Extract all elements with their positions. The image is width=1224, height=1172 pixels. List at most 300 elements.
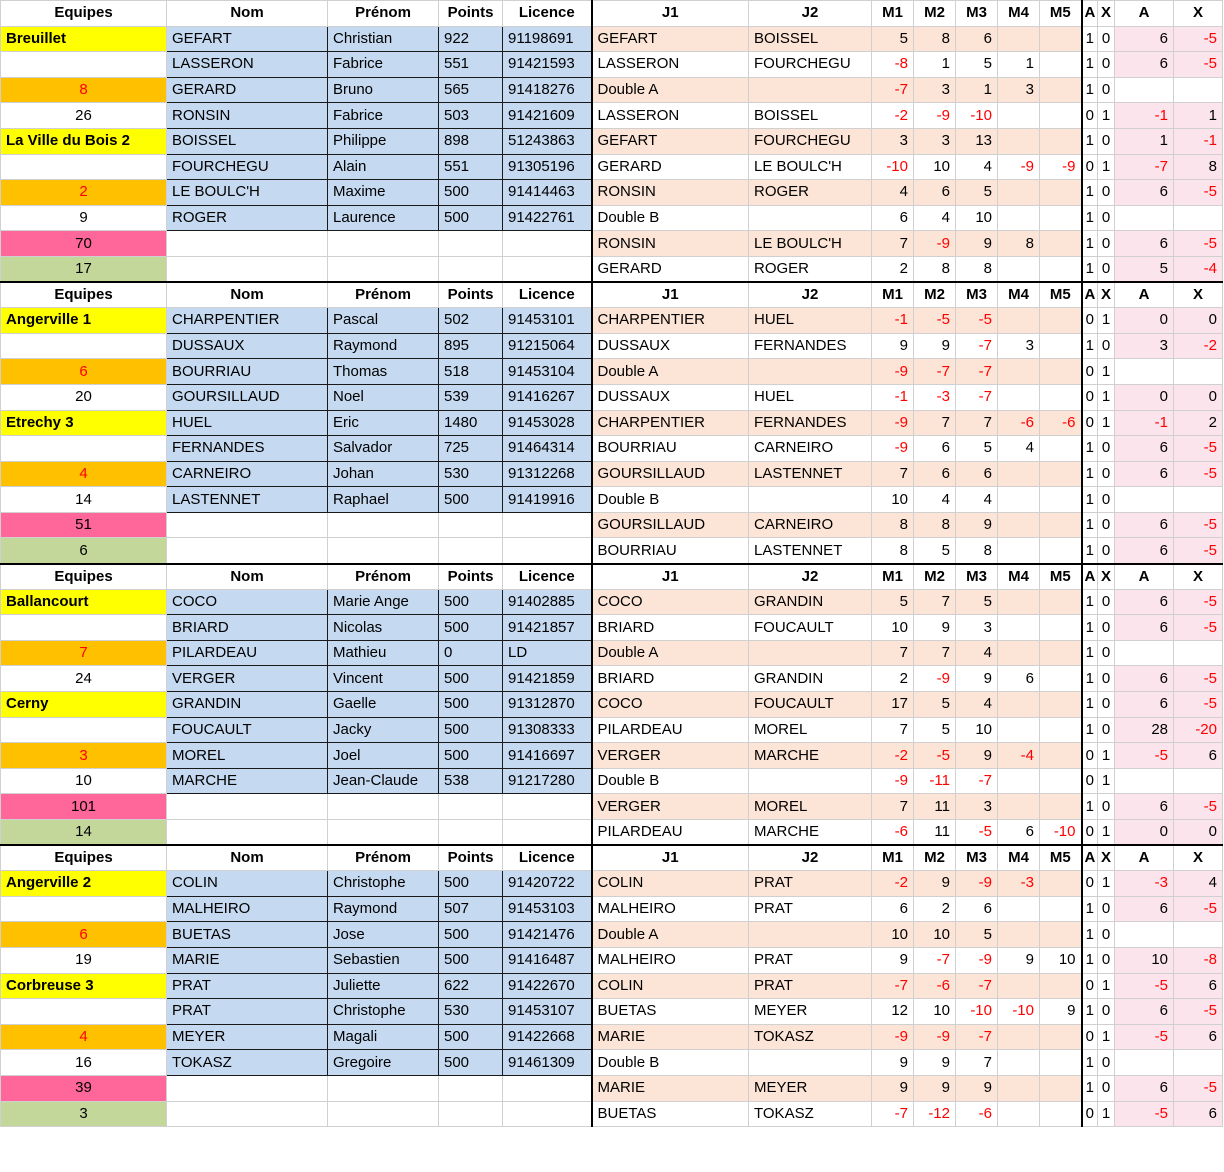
- licence-cell[interactable]: 91416697: [503, 743, 592, 769]
- total-a-cell[interactable]: 6: [1115, 794, 1174, 820]
- team-cell[interactable]: 39: [1, 1075, 167, 1101]
- win-a-cell[interactable]: 1: [1082, 538, 1098, 564]
- nom-cell[interactable]: FOURCHEGU: [167, 154, 328, 180]
- set-score-m1[interactable]: -9: [872, 768, 914, 794]
- prenom-cell[interactable]: Raymond: [328, 896, 439, 922]
- licence-cell[interactable]: 91453028: [503, 410, 592, 436]
- set-score-m3[interactable]: -7: [956, 768, 998, 794]
- set-score-m4[interactable]: [998, 794, 1040, 820]
- total-x-cell[interactable]: 8: [1174, 154, 1223, 180]
- j2-cell[interactable]: [749, 1050, 872, 1076]
- j1-cell[interactable]: Double A: [592, 922, 749, 948]
- set-score-m5[interactable]: [1040, 538, 1082, 564]
- win-a-cell[interactable]: 0: [1082, 820, 1098, 846]
- set-score-m5[interactable]: -9: [1040, 154, 1082, 180]
- licence-cell[interactable]: 91215064: [503, 333, 592, 359]
- win-x-cell[interactable]: 0: [1098, 717, 1115, 743]
- set-score-m5[interactable]: [1040, 128, 1082, 154]
- total-x-cell[interactable]: -5: [1174, 180, 1223, 206]
- j2-cell[interactable]: MEYER: [749, 999, 872, 1025]
- points-cell[interactable]: 1480: [439, 410, 503, 436]
- set-score-m1[interactable]: -2: [872, 103, 914, 129]
- win-x-cell[interactable]: 0: [1098, 26, 1115, 52]
- j1-cell[interactable]: BOURRIAU: [592, 538, 749, 564]
- total-x-cell[interactable]: 1: [1174, 103, 1223, 129]
- prenom-cell[interactable]: Christophe: [328, 999, 439, 1025]
- set-score-m5[interactable]: [1040, 487, 1082, 513]
- set-score-m5[interactable]: 10: [1040, 947, 1082, 973]
- team-cell[interactable]: La Ville du Bois 2: [1, 128, 167, 154]
- set-score-m5[interactable]: [1040, 180, 1082, 206]
- prenom-cell[interactable]: Fabrice: [328, 103, 439, 129]
- win-a-cell[interactable]: 0: [1082, 1024, 1098, 1050]
- set-score-m4[interactable]: -10: [998, 999, 1040, 1025]
- set-score-m4[interactable]: -9: [998, 154, 1040, 180]
- win-x-cell[interactable]: 0: [1098, 589, 1115, 615]
- win-a-cell[interactable]: 1: [1082, 1050, 1098, 1076]
- points-cell[interactable]: [439, 512, 503, 538]
- team-cell[interactable]: Ballancourt: [1, 589, 167, 615]
- total-a-cell[interactable]: 6: [1115, 692, 1174, 718]
- set-score-m4[interactable]: [998, 256, 1040, 282]
- points-cell[interactable]: 500: [439, 871, 503, 897]
- set-score-m5[interactable]: [1040, 768, 1082, 794]
- set-score-m5[interactable]: [1040, 1050, 1082, 1076]
- win-a-cell[interactable]: 1: [1082, 77, 1098, 103]
- points-cell[interactable]: 538: [439, 768, 503, 794]
- licence-cell[interactable]: 91416267: [503, 384, 592, 410]
- set-score-m2[interactable]: -9: [914, 231, 956, 257]
- prenom-cell[interactable]: Mathieu: [328, 640, 439, 666]
- set-score-m1[interactable]: 7: [872, 640, 914, 666]
- prenom-cell[interactable]: Alain: [328, 154, 439, 180]
- prenom-cell[interactable]: [328, 512, 439, 538]
- set-score-m5[interactable]: [1040, 52, 1082, 78]
- win-a-cell[interactable]: 1: [1082, 794, 1098, 820]
- set-score-m4[interactable]: [998, 896, 1040, 922]
- team-cell[interactable]: 2: [1, 180, 167, 206]
- set-score-m5[interactable]: [1040, 717, 1082, 743]
- set-score-m1[interactable]: -1: [872, 308, 914, 334]
- set-score-m4[interactable]: 4: [998, 436, 1040, 462]
- win-a-cell[interactable]: 0: [1082, 871, 1098, 897]
- win-x-cell[interactable]: 0: [1098, 512, 1115, 538]
- set-score-m5[interactable]: [1040, 103, 1082, 129]
- j1-cell[interactable]: CHARPENTIER: [592, 308, 749, 334]
- set-score-m2[interactable]: 6: [914, 436, 956, 462]
- prenom-cell[interactable]: Eric: [328, 410, 439, 436]
- set-score-m1[interactable]: 10: [872, 615, 914, 641]
- set-score-m4[interactable]: 3: [998, 333, 1040, 359]
- set-score-m1[interactable]: 2: [872, 666, 914, 692]
- j2-cell[interactable]: FOUCAULT: [749, 692, 872, 718]
- total-a-cell[interactable]: [1115, 768, 1174, 794]
- total-x-cell[interactable]: 0: [1174, 308, 1223, 334]
- set-score-m4[interactable]: [998, 922, 1040, 948]
- licence-cell[interactable]: 91422668: [503, 1024, 592, 1050]
- set-score-m2[interactable]: 7: [914, 589, 956, 615]
- prenom-cell[interactable]: [328, 231, 439, 257]
- set-score-m2[interactable]: 3: [914, 77, 956, 103]
- win-x-cell[interactable]: 0: [1098, 52, 1115, 78]
- set-score-m5[interactable]: [1040, 205, 1082, 231]
- team-cell[interactable]: Corbreuse 3: [1, 973, 167, 999]
- win-a-cell[interactable]: 1: [1082, 666, 1098, 692]
- win-x-cell[interactable]: 0: [1098, 487, 1115, 513]
- win-a-cell[interactable]: 1: [1082, 1075, 1098, 1101]
- win-a-cell[interactable]: 1: [1082, 52, 1098, 78]
- set-score-m3[interactable]: 9: [956, 666, 998, 692]
- set-score-m1[interactable]: 8: [872, 538, 914, 564]
- nom-cell[interactable]: [167, 256, 328, 282]
- win-a-cell[interactable]: 1: [1082, 717, 1098, 743]
- set-score-m5[interactable]: [1040, 896, 1082, 922]
- set-score-m5[interactable]: -10: [1040, 820, 1082, 846]
- team-cell[interactable]: [1, 717, 167, 743]
- win-x-cell[interactable]: 0: [1098, 640, 1115, 666]
- set-score-m3[interactable]: 13: [956, 128, 998, 154]
- set-score-m1[interactable]: 17: [872, 692, 914, 718]
- nom-cell[interactable]: CHARPENTIER: [167, 308, 328, 334]
- prenom-cell[interactable]: Gaelle: [328, 692, 439, 718]
- set-score-m5[interactable]: [1040, 666, 1082, 692]
- points-cell[interactable]: 725: [439, 436, 503, 462]
- licence-cell[interactable]: LD: [503, 640, 592, 666]
- win-a-cell[interactable]: 1: [1082, 896, 1098, 922]
- team-cell[interactable]: 6: [1, 538, 167, 564]
- set-score-m4[interactable]: [998, 487, 1040, 513]
- j2-cell[interactable]: ROGER: [749, 180, 872, 206]
- nom-cell[interactable]: BOISSEL: [167, 128, 328, 154]
- j2-cell[interactable]: FOUCAULT: [749, 615, 872, 641]
- nom-cell[interactable]: [167, 820, 328, 846]
- set-score-m2[interactable]: 9: [914, 1050, 956, 1076]
- j1-cell[interactable]: MALHEIRO: [592, 947, 749, 973]
- set-score-m1[interactable]: -1: [872, 384, 914, 410]
- set-score-m4[interactable]: 3: [998, 77, 1040, 103]
- win-x-cell[interactable]: 0: [1098, 922, 1115, 948]
- j2-cell[interactable]: [749, 768, 872, 794]
- licence-cell[interactable]: 91453104: [503, 359, 592, 385]
- j1-cell[interactable]: Double B: [592, 205, 749, 231]
- set-score-m5[interactable]: [1040, 333, 1082, 359]
- licence-cell[interactable]: 91453107: [503, 999, 592, 1025]
- team-cell[interactable]: 4: [1, 1024, 167, 1050]
- nom-cell[interactable]: [167, 538, 328, 564]
- total-a-cell[interactable]: 6: [1115, 231, 1174, 257]
- set-score-m3[interactable]: 8: [956, 256, 998, 282]
- points-cell[interactable]: [439, 1101, 503, 1127]
- set-score-m2[interactable]: 5: [914, 717, 956, 743]
- licence-cell[interactable]: 91421609: [503, 103, 592, 129]
- win-x-cell[interactable]: 1: [1098, 359, 1115, 385]
- points-cell[interactable]: 898: [439, 128, 503, 154]
- team-cell[interactable]: [1, 154, 167, 180]
- total-a-cell[interactable]: 0: [1115, 308, 1174, 334]
- total-a-cell[interactable]: 5: [1115, 256, 1174, 282]
- points-cell[interactable]: 500: [439, 205, 503, 231]
- win-a-cell[interactable]: 0: [1082, 103, 1098, 129]
- j2-cell[interactable]: [749, 359, 872, 385]
- nom-cell[interactable]: MOREL: [167, 743, 328, 769]
- set-score-m2[interactable]: 4: [914, 487, 956, 513]
- team-cell[interactable]: 14: [1, 487, 167, 513]
- team-cell[interactable]: [1, 52, 167, 78]
- licence-cell[interactable]: 91312268: [503, 461, 592, 487]
- set-score-m3[interactable]: 9: [956, 231, 998, 257]
- team-cell[interactable]: 51: [1, 512, 167, 538]
- j2-cell[interactable]: CARNEIRO: [749, 436, 872, 462]
- set-score-m4[interactable]: -6: [998, 410, 1040, 436]
- prenom-cell[interactable]: Gregoire: [328, 1050, 439, 1076]
- points-cell[interactable]: 500: [439, 717, 503, 743]
- nom-cell[interactable]: DUSSAUX: [167, 333, 328, 359]
- set-score-m2[interactable]: -5: [914, 308, 956, 334]
- j2-cell[interactable]: PRAT: [749, 947, 872, 973]
- total-a-cell[interactable]: 0: [1115, 384, 1174, 410]
- points-cell[interactable]: 551: [439, 154, 503, 180]
- total-a-cell[interactable]: [1115, 487, 1174, 513]
- set-score-m3[interactable]: 6: [956, 26, 998, 52]
- win-a-cell[interactable]: 1: [1082, 205, 1098, 231]
- total-x-cell[interactable]: -5: [1174, 692, 1223, 718]
- j2-cell[interactable]: LASTENNET: [749, 461, 872, 487]
- set-score-m3[interactable]: 4: [956, 640, 998, 666]
- points-cell[interactable]: 895: [439, 333, 503, 359]
- total-x-cell[interactable]: -5: [1174, 26, 1223, 52]
- total-a-cell[interactable]: [1115, 640, 1174, 666]
- team-cell[interactable]: Breuillet: [1, 26, 167, 52]
- set-score-m3[interactable]: -10: [956, 999, 998, 1025]
- j1-cell[interactable]: Double B: [592, 487, 749, 513]
- total-a-cell[interactable]: 3: [1115, 333, 1174, 359]
- j2-cell[interactable]: LE BOULC'H: [749, 154, 872, 180]
- nom-cell[interactable]: [167, 1075, 328, 1101]
- total-x-cell[interactable]: [1174, 1050, 1223, 1076]
- set-score-m1[interactable]: 7: [872, 794, 914, 820]
- win-a-cell[interactable]: 1: [1082, 231, 1098, 257]
- team-cell[interactable]: 3: [1, 1101, 167, 1127]
- total-a-cell[interactable]: -5: [1115, 1101, 1174, 1127]
- set-score-m5[interactable]: [1040, 1024, 1082, 1050]
- set-score-m3[interactable]: -10: [956, 103, 998, 129]
- nom-cell[interactable]: BOURRIAU: [167, 359, 328, 385]
- total-x-cell[interactable]: -5: [1174, 538, 1223, 564]
- j1-cell[interactable]: GEFART: [592, 26, 749, 52]
- total-x-cell[interactable]: [1174, 768, 1223, 794]
- set-score-m2[interactable]: -12: [914, 1101, 956, 1127]
- set-score-m5[interactable]: [1040, 384, 1082, 410]
- j2-cell[interactable]: ROGER: [749, 256, 872, 282]
- total-a-cell[interactable]: 6: [1115, 52, 1174, 78]
- j1-cell[interactable]: Double A: [592, 77, 749, 103]
- j1-cell[interactable]: RONSIN: [592, 180, 749, 206]
- nom-cell[interactable]: PRAT: [167, 999, 328, 1025]
- j2-cell[interactable]: [749, 205, 872, 231]
- set-score-m4[interactable]: [998, 1101, 1040, 1127]
- set-score-m2[interactable]: 11: [914, 820, 956, 846]
- set-score-m5[interactable]: [1040, 308, 1082, 334]
- set-score-m3[interactable]: -6: [956, 1101, 998, 1127]
- set-score-m1[interactable]: 7: [872, 461, 914, 487]
- total-x-cell[interactable]: -5: [1174, 999, 1223, 1025]
- set-score-m2[interactable]: 7: [914, 640, 956, 666]
- team-cell[interactable]: 10: [1, 768, 167, 794]
- win-x-cell[interactable]: 1: [1098, 410, 1115, 436]
- licence-cell[interactable]: 91418276: [503, 77, 592, 103]
- team-cell[interactable]: [1, 896, 167, 922]
- win-x-cell[interactable]: 1: [1098, 871, 1115, 897]
- set-score-m1[interactable]: -9: [872, 1024, 914, 1050]
- prenom-cell[interactable]: [328, 538, 439, 564]
- win-a-cell[interactable]: 0: [1082, 973, 1098, 999]
- set-score-m1[interactable]: -2: [872, 743, 914, 769]
- set-score-m2[interactable]: 6: [914, 180, 956, 206]
- set-score-m4[interactable]: [998, 1075, 1040, 1101]
- set-score-m3[interactable]: 1: [956, 77, 998, 103]
- set-score-m1[interactable]: 6: [872, 205, 914, 231]
- j1-cell[interactable]: BOURRIAU: [592, 436, 749, 462]
- j2-cell[interactable]: CARNEIRO: [749, 512, 872, 538]
- set-score-m5[interactable]: [1040, 1075, 1082, 1101]
- points-cell[interactable]: 922: [439, 26, 503, 52]
- set-score-m5[interactable]: [1040, 461, 1082, 487]
- set-score-m2[interactable]: 10: [914, 922, 956, 948]
- set-score-m5[interactable]: [1040, 871, 1082, 897]
- win-x-cell[interactable]: 0: [1098, 231, 1115, 257]
- set-score-m2[interactable]: -3: [914, 384, 956, 410]
- j2-cell[interactable]: [749, 77, 872, 103]
- set-score-m2[interactable]: -5: [914, 743, 956, 769]
- total-x-cell[interactable]: -5: [1174, 231, 1223, 257]
- total-a-cell[interactable]: [1115, 922, 1174, 948]
- set-score-m5[interactable]: [1040, 743, 1082, 769]
- team-cell[interactable]: [1, 999, 167, 1025]
- licence-cell[interactable]: 91464314: [503, 436, 592, 462]
- total-x-cell[interactable]: [1174, 359, 1223, 385]
- total-x-cell[interactable]: 4: [1174, 871, 1223, 897]
- set-score-m4[interactable]: [998, 589, 1040, 615]
- nom-cell[interactable]: PILARDEAU: [167, 640, 328, 666]
- set-score-m2[interactable]: -7: [914, 947, 956, 973]
- points-cell[interactable]: 500: [439, 1050, 503, 1076]
- nom-cell[interactable]: COCO: [167, 589, 328, 615]
- total-a-cell[interactable]: 1: [1115, 128, 1174, 154]
- total-a-cell[interactable]: 28: [1115, 717, 1174, 743]
- j1-cell[interactable]: MARIE: [592, 1024, 749, 1050]
- total-x-cell[interactable]: -2: [1174, 333, 1223, 359]
- win-a-cell[interactable]: 1: [1082, 640, 1098, 666]
- total-a-cell[interactable]: [1115, 1050, 1174, 1076]
- j1-cell[interactable]: GERARD: [592, 256, 749, 282]
- total-x-cell[interactable]: [1174, 205, 1223, 231]
- set-score-m3[interactable]: 5: [956, 180, 998, 206]
- nom-cell[interactable]: MALHEIRO: [167, 896, 328, 922]
- set-score-m4[interactable]: [998, 180, 1040, 206]
- j1-cell[interactable]: PILARDEAU: [592, 820, 749, 846]
- j1-cell[interactable]: DUSSAUX: [592, 333, 749, 359]
- win-a-cell[interactable]: 1: [1082, 512, 1098, 538]
- points-cell[interactable]: [439, 538, 503, 564]
- team-cell[interactable]: Angerville 1: [1, 308, 167, 334]
- set-score-m2[interactable]: 8: [914, 512, 956, 538]
- points-cell[interactable]: 500: [439, 180, 503, 206]
- set-score-m4[interactable]: [998, 384, 1040, 410]
- set-score-m3[interactable]: 4: [956, 487, 998, 513]
- win-a-cell[interactable]: 0: [1082, 308, 1098, 334]
- set-score-m5[interactable]: 9: [1040, 999, 1082, 1025]
- win-a-cell[interactable]: 1: [1082, 333, 1098, 359]
- set-score-m5[interactable]: [1040, 692, 1082, 718]
- prenom-cell[interactable]: Nicolas: [328, 615, 439, 641]
- set-score-m2[interactable]: 6: [914, 461, 956, 487]
- total-x-cell[interactable]: -5: [1174, 794, 1223, 820]
- total-a-cell[interactable]: 6: [1115, 436, 1174, 462]
- set-score-m1[interactable]: -9: [872, 410, 914, 436]
- set-score-m3[interactable]: 3: [956, 794, 998, 820]
- prenom-cell[interactable]: [328, 1101, 439, 1127]
- win-x-cell[interactable]: 0: [1098, 1050, 1115, 1076]
- set-score-m5[interactable]: [1040, 794, 1082, 820]
- set-score-m4[interactable]: 6: [998, 820, 1040, 846]
- set-score-m3[interactable]: -7: [956, 359, 998, 385]
- set-score-m3[interactable]: -7: [956, 384, 998, 410]
- licence-cell[interactable]: 91198691: [503, 26, 592, 52]
- nom-cell[interactable]: [167, 512, 328, 538]
- total-a-cell[interactable]: -5: [1115, 743, 1174, 769]
- j1-cell[interactable]: RONSIN: [592, 231, 749, 257]
- win-x-cell[interactable]: 0: [1098, 896, 1115, 922]
- set-score-m5[interactable]: [1040, 436, 1082, 462]
- set-score-m5[interactable]: [1040, 256, 1082, 282]
- set-score-m1[interactable]: 12: [872, 999, 914, 1025]
- prenom-cell[interactable]: Thomas: [328, 359, 439, 385]
- licence-cell[interactable]: 91421476: [503, 922, 592, 948]
- total-x-cell[interactable]: 6: [1174, 1101, 1223, 1127]
- set-score-m1[interactable]: 10: [872, 487, 914, 513]
- set-score-m4[interactable]: [998, 717, 1040, 743]
- set-score-m2[interactable]: -9: [914, 1024, 956, 1050]
- prenom-cell[interactable]: Laurence: [328, 205, 439, 231]
- j1-cell[interactable]: PILARDEAU: [592, 717, 749, 743]
- total-a-cell[interactable]: 6: [1115, 180, 1174, 206]
- j2-cell[interactable]: FOURCHEGU: [749, 52, 872, 78]
- total-x-cell[interactable]: 0: [1174, 384, 1223, 410]
- points-cell[interactable]: [439, 231, 503, 257]
- set-score-m3[interactable]: 7: [956, 410, 998, 436]
- licence-cell[interactable]: 91402885: [503, 589, 592, 615]
- set-score-m4[interactable]: [998, 615, 1040, 641]
- set-score-m3[interactable]: 6: [956, 461, 998, 487]
- set-score-m2[interactable]: -7: [914, 359, 956, 385]
- total-x-cell[interactable]: 6: [1174, 743, 1223, 769]
- total-x-cell[interactable]: 6: [1174, 973, 1223, 999]
- points-cell[interactable]: 500: [439, 922, 503, 948]
- set-score-m3[interactable]: 4: [956, 154, 998, 180]
- set-score-m2[interactable]: 9: [914, 615, 956, 641]
- total-a-cell[interactable]: 6: [1115, 1075, 1174, 1101]
- set-score-m2[interactable]: 5: [914, 692, 956, 718]
- points-cell[interactable]: 507: [439, 896, 503, 922]
- j2-cell[interactable]: FOURCHEGU: [749, 128, 872, 154]
- win-x-cell[interactable]: 0: [1098, 180, 1115, 206]
- total-x-cell[interactable]: 2: [1174, 410, 1223, 436]
- set-score-m1[interactable]: 9: [872, 333, 914, 359]
- win-a-cell[interactable]: 0: [1082, 154, 1098, 180]
- points-cell[interactable]: 502: [439, 308, 503, 334]
- j2-cell[interactable]: [749, 487, 872, 513]
- prenom-cell[interactable]: Noel: [328, 384, 439, 410]
